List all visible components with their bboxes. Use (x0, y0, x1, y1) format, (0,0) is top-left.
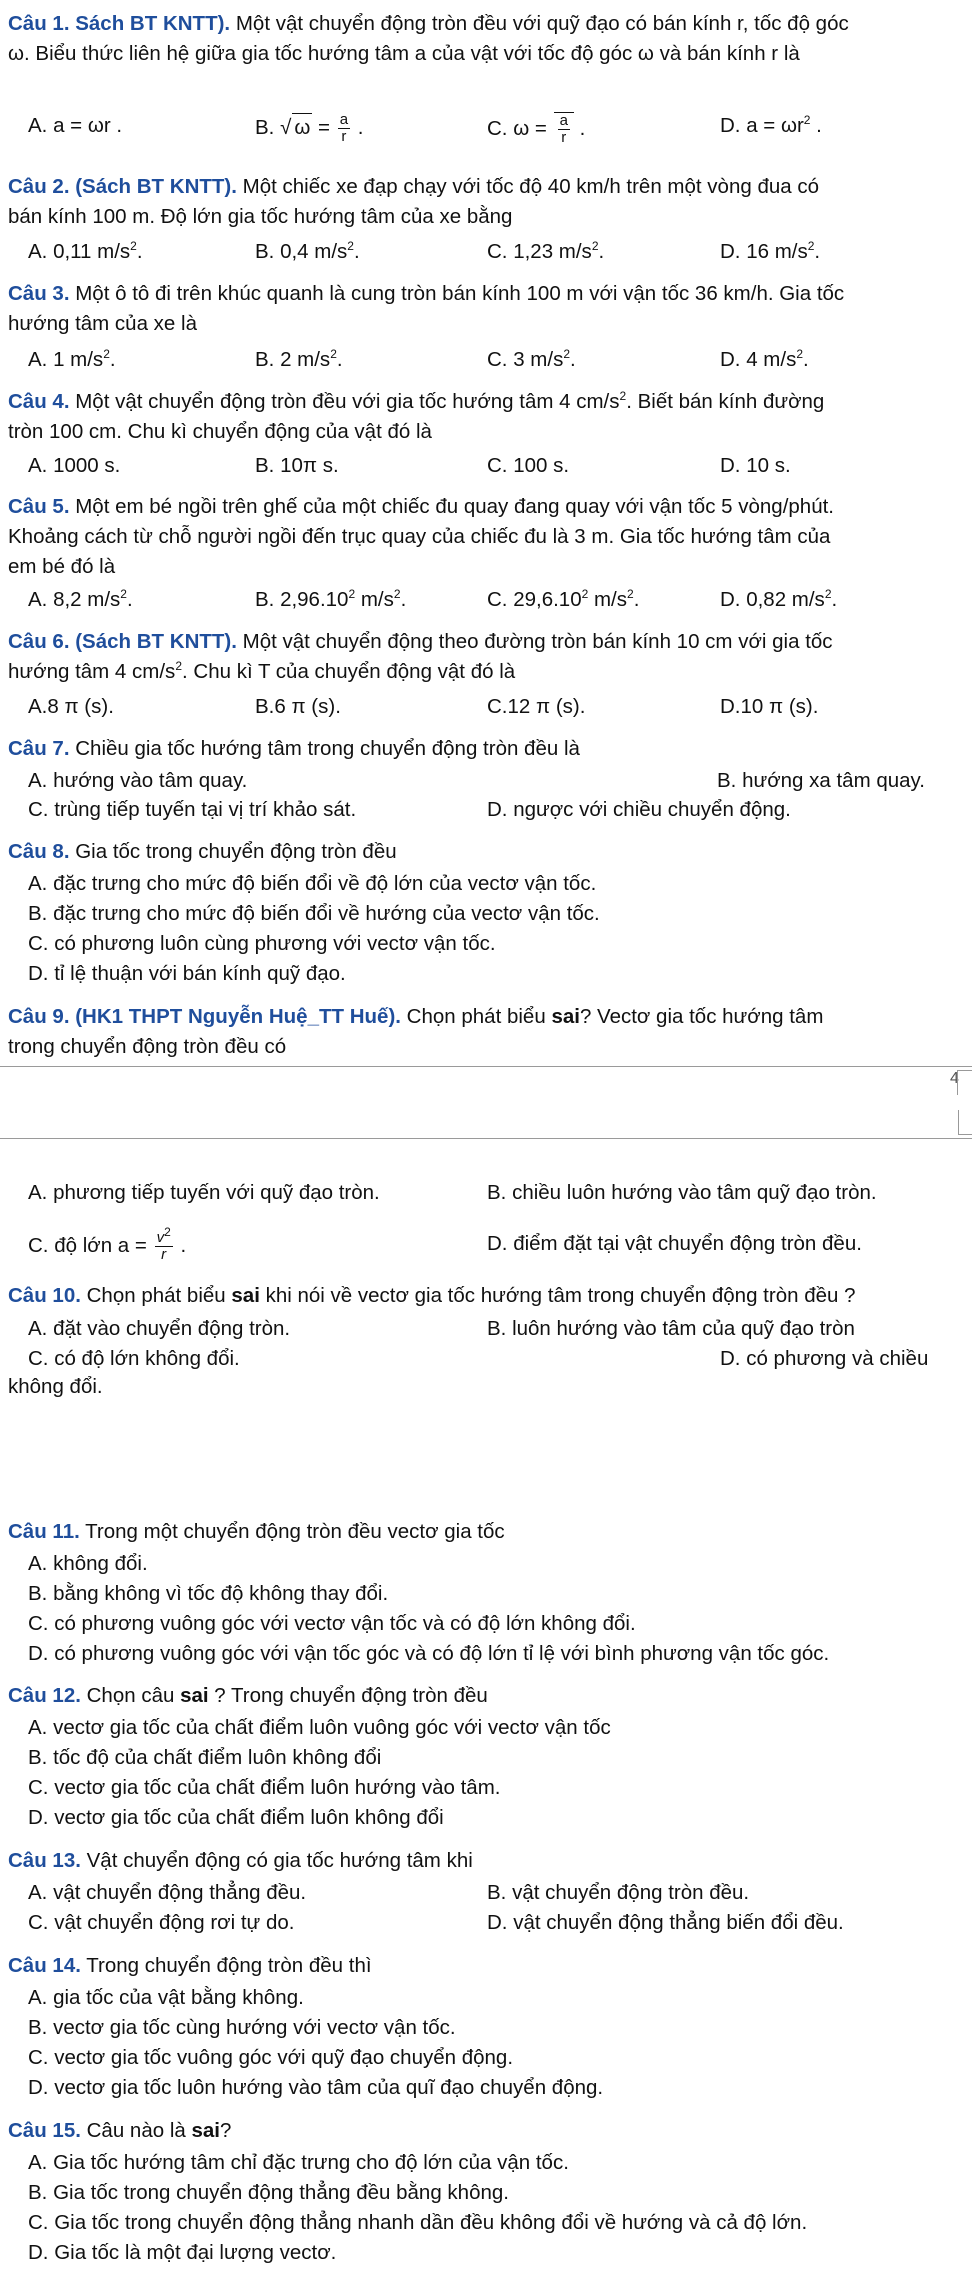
question-number: Câu 2. (8, 175, 70, 198)
answer-option[interactable]: C. có phương vuông góc với vectơ vận tốc và có độ lớn không đổi. (28, 1612, 636, 1635)
answer-option[interactable]: D. $a = \omega r^2$ . (720, 113, 822, 137)
question-text: Trong một chuyển động tròn đều vectơ gia tốc (85, 1520, 505, 1543)
answer-option[interactable]: B. bằng không vì tốc độ không thay đổi. (28, 1582, 389, 1605)
answer-option[interactable]: A. phương tiếp tuyến với quỹ đạo tròn. (28, 1181, 380, 1204)
question-stem (8, 838, 966, 866)
question-stem-continuation (8, 1033, 966, 1061)
answer-option[interactable]: A. a = ωr . (28, 114, 123, 137)
answer-option[interactable]: C. Gia tốc trong chuyển động thẳng nhanh dần đều không đổi về hướng và cả độ lớn. (28, 2211, 808, 2234)
question-stem (8, 1952, 966, 1980)
question-text: ω. Biểu thức liên hệ giữa gia tốc hướng tâm a của vật với tốc độ góc ω và bán kính r là (8, 42, 800, 65)
question-number: Câu 15. (8, 2119, 81, 2142)
answer-option[interactable]: D.10 π (s). (720, 695, 819, 718)
answer-option[interactable]: B. chiều luôn hướng vào tâm quỹ đạo tròn. (487, 1181, 877, 1204)
question-text: Sách BT KNTT). Một vật chuyển động tròn đều với quỹ đạo có bán kính r, tốc độ góc (75, 12, 849, 35)
question-text: Vật chuyển động có gia tốc hướng tâm khi (86, 1849, 473, 1872)
answer-option[interactable]: C. trùng tiếp tuyến tại vị trí khảo sát. (28, 798, 357, 821)
answer-option[interactable]: A. gia tốc của vật bằng không. (28, 1986, 304, 2009)
answer-option[interactable]: D. Gia tốc là một đại lượng vectơ. (28, 2241, 337, 2264)
page-corner-mark (958, 1110, 972, 1135)
answer-option[interactable]: B. tốc độ của chất điểm luôn không đổi (28, 1746, 382, 1769)
answer-option[interactable]: B. luôn hướng vào tâm của quỹ đạo tròn (487, 1317, 855, 1340)
question-stem-continuation (8, 418, 966, 446)
question-stem (8, 173, 966, 201)
question-number: Câu 1. (8, 12, 70, 35)
question-text: em bé đó là (8, 555, 116, 578)
question-stem-continuation (8, 553, 966, 581)
question-stem (8, 2117, 966, 2145)
page-corner-mark (957, 1070, 972, 1095)
answer-option[interactable]: A. vectơ gia tốc của chất điểm luôn vuông góc với vectơ vận tốc (28, 1716, 611, 1739)
question-text: hướng tâm của xe là (8, 312, 197, 335)
question-number: Câu 7. (8, 737, 70, 760)
question-number: Câu 5. (8, 495, 70, 518)
answer-option[interactable]: C. có phương luôn cùng phương với vectơ vận tốc. (28, 932, 496, 955)
question-stem (8, 735, 966, 763)
question-text: Khoảng cách từ chỗ người ngồi đến trục quay của chiếc đu là 3 m. Gia tốc hướng tâm của (8, 525, 831, 548)
question-stem-continuation (8, 523, 966, 551)
answer-option[interactable]: C. 29,6.10$^2$ $m/s^2$. (487, 587, 640, 611)
question-stem (8, 280, 966, 308)
question-text: Một ô tô đi trên khúc quanh là cung tròn bán kính 100 m với vận tốc 36 km/h. Gia tốc (75, 282, 845, 305)
answer-option[interactable]: D. 4 $m/s^2$. (720, 347, 809, 371)
answer-option[interactable]: B. 0,4 $m/s^2$. (255, 239, 360, 263)
question-text: Chọn câu sai ? Trong chuyển động tròn đều (86, 1684, 488, 1707)
question-number: Câu 9. (8, 1005, 70, 1028)
answer-option[interactable]: C. 3 $m/s^2$. (487, 347, 576, 371)
answer-option[interactable]: D. có phương vuông góc với vận tốc góc và có độ lớn tỉ lệ với bình phương vận tốc góc. (28, 1642, 830, 1665)
answer-option[interactable]: A. không đổi. (28, 1552, 148, 1575)
answer-option[interactable]: D. ngược với chiều chuyển động. (487, 798, 791, 821)
answer-option[interactable]: C. vectơ gia tốc vuông góc với quỹ đạo chuyển động. (28, 2046, 514, 2069)
question-stem-continuation (8, 658, 966, 686)
answer-option[interactable]: C. độ lớn a = $\frac{v^2}{r}$ . (28, 1225, 187, 1263)
answer-option[interactable]: D. vectơ gia tốc của chất điểm luôn không đổi (28, 1806, 444, 1829)
question-stem (8, 388, 966, 416)
answer-option[interactable]: C. 1,23 $m/s^2$. (487, 239, 605, 263)
answer-option[interactable]: A.8 π (s). (28, 695, 114, 718)
answer-option[interactable]: B. 2,96.10$^2$ $m/s^2$. (255, 587, 407, 611)
question-stem-continuation (8, 203, 966, 231)
question-stem (8, 1518, 966, 1546)
page-break-line (0, 1138, 972, 1139)
question-text: (Sách BT KNTT). Một vật chuyển động theo đường tròn bán kính 10 cm với gia tốc (75, 630, 833, 653)
question-number: Câu 14. (8, 1954, 81, 1977)
answer-option[interactable]: A. đặc trưng cho mức độ biến đổi về độ lớn của vectơ vận tốc. (28, 872, 597, 895)
question-stem (8, 493, 966, 521)
question-stem (8, 1682, 966, 1710)
answer-option[interactable]: B. Gia tốc trong chuyển động thẳng đều bằng không. (28, 2181, 509, 2204)
answer-option[interactable]: D. 16 $m/s^2$. (720, 239, 821, 263)
question-text: Câu nào là sai? (86, 2119, 232, 2142)
question-stem (8, 1847, 966, 1875)
answer-option[interactable]: C. vật chuyển động rơi tự do. (28, 1911, 295, 1934)
answer-option[interactable]: B. √ ω = $\frac{a}{r}$ . (255, 111, 364, 145)
question-stem-continuation (8, 40, 966, 68)
question-text: Chiều gia tốc hướng tâm trong chuyển động tròn đều là (75, 737, 580, 760)
answer-option[interactable]: B. đặc trưng cho mức độ biến đổi về hướng của vectơ vận tốc. (28, 902, 600, 925)
answer-option[interactable]: D. điểm đặt tại vật chuyển động tròn đều. (487, 1232, 862, 1255)
answer-option[interactable]: D. vectơ gia tốc luôn hướng vào tâm của quĩ đạo chuyển động. (28, 2076, 604, 2099)
answer-option[interactable]: C. ω = $\frac{a}{r}$ . (487, 112, 586, 146)
answer-option[interactable]: A. vật chuyển động thẳng đều. (28, 1881, 307, 1904)
question-stem (8, 1282, 966, 1310)
question-text: Chọn phát biểu sai khi nói về vectơ gia tốc hướng tâm trong chuyển động tròn đều ? (86, 1284, 856, 1307)
answer-option[interactable]: D. có phương và chiều (720, 1347, 929, 1370)
question-text: (Sách BT KNTT). Một chiếc xe đạp chạy với tốc độ 40 km/h trên một vòng đua có (75, 175, 820, 198)
question-stem-continuation (8, 310, 966, 338)
answer-option[interactable]: A. 8,2 $m/s^2$. (28, 587, 133, 611)
page-break-line (0, 1066, 972, 1067)
question-number: Câu 6. (8, 630, 70, 653)
question-number: Câu 10. (8, 1284, 81, 1307)
question-number: Câu 13. (8, 1849, 81, 1872)
question-text: Một em bé ngồi trên ghế của một chiếc đu quay đang quay với vận tốc 5 vòng/phút. (75, 495, 834, 518)
question-stem (8, 1003, 966, 1031)
answer-option[interactable]: C. 100 s. (487, 454, 570, 477)
question-stem (8, 628, 966, 656)
answer-option[interactable]: D. tỉ lệ thuận với bán kính quỹ đạo. (28, 962, 346, 985)
answer-option[interactable]: không đổi. (8, 1375, 103, 1398)
answer-option[interactable]: B. 2 $m/s^2$. (255, 347, 343, 371)
answer-option[interactable]: A. hướng vào tâm quay. (28, 769, 248, 792)
question-text: (HK1 THPT Nguyễn Huệ_TT Huế). Chọn phát biểu sai? Vectơ gia tốc hướng tâm (75, 1005, 824, 1028)
answer-option[interactable]: B. vật chuyển động tròn đều. (487, 1881, 750, 1904)
answer-option[interactable]: C.12 π (s). (487, 695, 586, 718)
answer-option[interactable]: A. 1000 s. (28, 454, 121, 477)
answer-option[interactable]: B. 10π s. (255, 454, 339, 477)
question-stem (8, 10, 966, 38)
answer-option[interactable]: A. 0,11 $m/s^2$. (28, 239, 143, 263)
answer-option[interactable]: C. vectơ gia tốc của chất điểm luôn hướng vào tâm. (28, 1776, 501, 1799)
answer-option[interactable]: C. có độ lớn không đổi. (28, 1347, 240, 1370)
question-text: bán kính 100 m. Độ lớn gia tốc hướng tâm của xe bằng (8, 205, 513, 228)
question-number: Câu 12. (8, 1684, 81, 1707)
answer-option[interactable]: D. vật chuyển động thẳng biến đổi đều. (487, 1911, 844, 1934)
question-number: Câu 4. (8, 390, 70, 413)
answer-option[interactable]: B.6 π (s). (255, 695, 341, 718)
answer-option[interactable]: A. Gia tốc hướng tâm chỉ đặc trưng cho độ lớn của vận tốc. (28, 2151, 569, 2174)
answer-option[interactable]: B. vectơ gia tốc cùng hướng với vectơ vận tốc. (28, 2016, 456, 2039)
answer-option[interactable]: A. 1 $m/s^2$. (28, 347, 116, 371)
question-text: Trong chuyển động tròn đều thì (86, 1954, 372, 1977)
question-number: Câu 8. (8, 840, 70, 863)
question-number: Câu 11. (8, 1520, 80, 1543)
question-text: Gia tốc trong chuyển động tròn đều (75, 840, 397, 863)
question-text: trong chuyển động tròn đều có (8, 1035, 287, 1058)
question-number: Câu 3. (8, 282, 70, 305)
answer-option[interactable]: D. 0,82 $m/s^2$. (720, 587, 838, 611)
page-number: 4 (950, 1070, 959, 1087)
question-text: Một vật chuyển động tròn đều với gia tốc hướng tâm 4 $cm/s^2$. Biết bán kính đường (75, 389, 825, 413)
question-text: hướng tâm 4 $cm/s^2$. Chu kì T của chuyển động vật đó là (8, 659, 516, 683)
question-text: tròn 100 cm. Chu kì chuyển động của vật đó là (8, 420, 432, 443)
answer-option[interactable]: D. 10 s. (720, 454, 791, 477)
answer-option[interactable]: A. đặt vào chuyển động tròn. (28, 1317, 291, 1340)
answer-option[interactable]: B. hướng xa tâm quay. (717, 769, 925, 792)
